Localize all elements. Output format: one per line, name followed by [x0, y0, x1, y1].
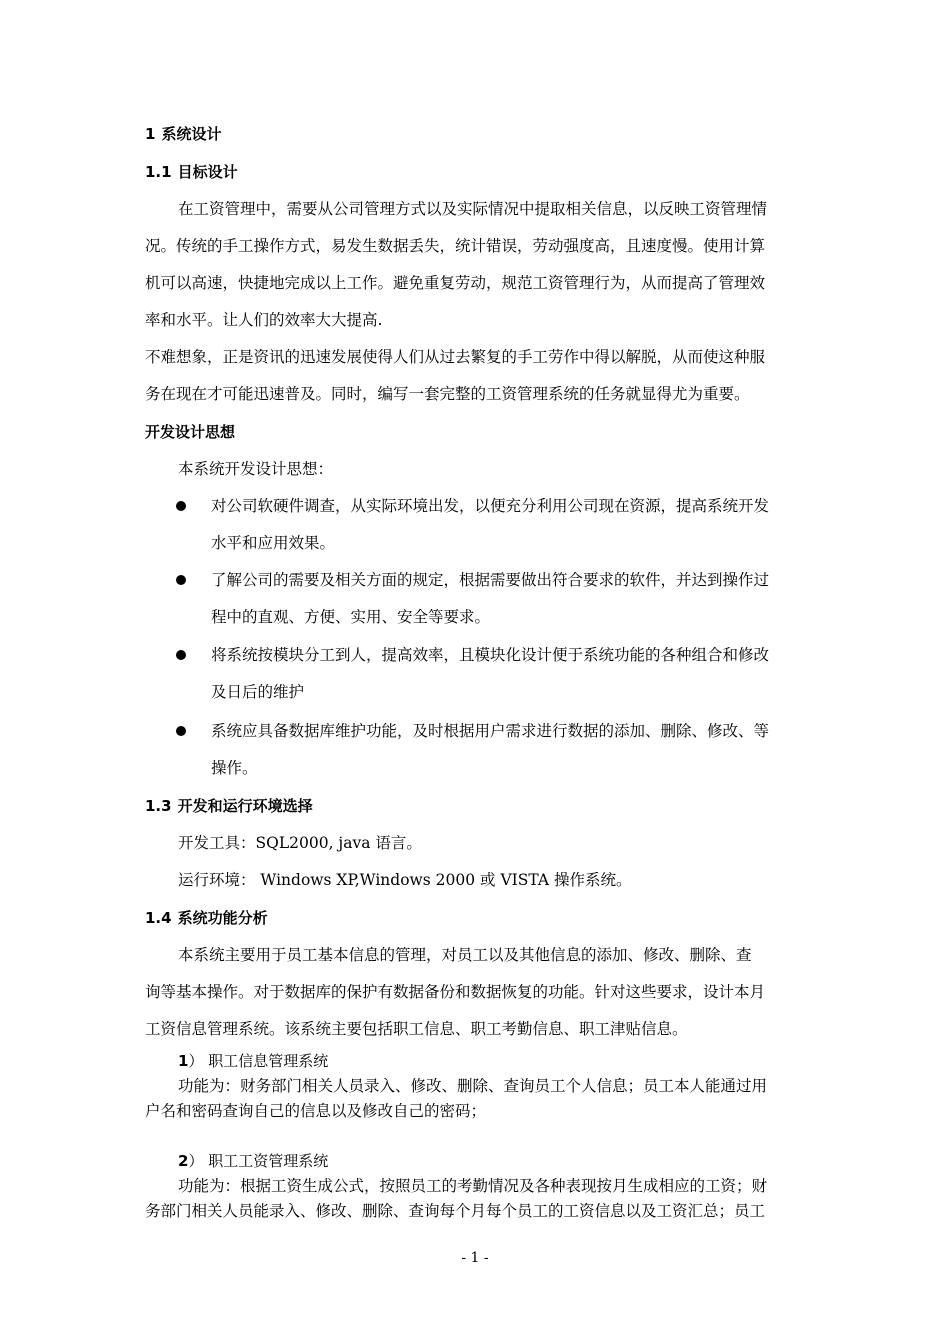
subsection-heading: 1） 职工信息管理系统	[178, 1052, 329, 1070]
bullet-line: 了解公司的需要及相关方面的规定，根据需要做出符合要求的软件，并达到操作过	[211, 571, 770, 589]
paragraph-line: 务在现在才可能迅速普及。同时，编写一套完整的工资管理系统的任务就显得尤为重要。	[145, 385, 750, 403]
paragraph-line: 本系统主要用于员工基本信息的管理，对员工以及其他信息的添加、修改、删除、查	[178, 946, 752, 964]
paragraph-line: 本系统开发设计思想：	[178, 460, 334, 478]
paragraph-line: 功能为：根据工资生成公式，按照员工的考勤情况及各种表现按月生成相应的工资；财	[178, 1177, 768, 1195]
paragraph-line: 功能为：财务部门相关人员录入、修改、删除、查询员工个人信息；员工本人能通过用	[178, 1077, 768, 1095]
paragraph-line: 户名和密码查询自己的信息以及修改自己的密码；	[145, 1102, 487, 1120]
page-number: - 1 -	[461, 1250, 489, 1266]
bullet-line: 操作。	[211, 759, 258, 777]
bullet-line: 系统应具备数据库维护功能，及时根据用户需求进行数据的添加、删除、修改、等	[211, 722, 770, 740]
bullet-icon	[176, 650, 186, 660]
heading-1-4: 1.4 系统功能分析	[145, 909, 268, 927]
bullet-icon	[176, 575, 186, 585]
bullet-line: 将系统按模块分工到人，提高效率，且模块化设计便于系统功能的各种组合和修改	[211, 646, 770, 664]
paragraph-line: 询等基本操作。对于数据库的保护有数据备份和数据恢复的功能。针对这些要求，设计本月	[145, 983, 766, 1001]
paragraph-line: 工资信息管理系统。该系统主要包括职工信息、职工考勤信息、职工津贴信息。	[145, 1020, 688, 1038]
paragraph-line: 在工资管理中，需要从公司管理方式以及实际情况中提取相关信息，以反映工资管理情	[178, 200, 768, 218]
paragraph-line: 运行环境： Windows XP,Windows 2000 或 VISTA 操作系统。	[178, 871, 632, 889]
bullet-icon	[176, 726, 186, 736]
paragraph-line: 开发工具：SQL2000, java 语言。	[178, 834, 422, 852]
paragraph-line: 况。传统的手工操作方式，易发生数据丢失，统计错误，劳动强度高，且速度慢。使用计算	[145, 237, 766, 255]
heading-1: 1 系统设计	[145, 125, 222, 143]
bullet-line: 水平和应用效果。	[211, 534, 336, 552]
heading-1-3: 1.3 开发和运行环境选择	[145, 797, 313, 815]
bullet-icon	[176, 501, 186, 511]
bullet-line: 及日后的维护	[211, 683, 305, 701]
heading-1-1: 1.1 目标设计	[145, 163, 238, 181]
bullet-line: 程中的直观、方便、实用、安全等要求。	[211, 608, 491, 626]
heading-dev-idea: 开发设计思想	[145, 423, 236, 441]
subsection-heading: 2） 职工工资管理系统	[178, 1152, 329, 1170]
paragraph-line: 务部门相关人员能录入、修改、删除、查询每个月每个员工的工资信息以及工资汇总；员工	[145, 1202, 766, 1220]
bullet-line: 对公司软硬件调查，从实际环境出发，以便充分利用公司现在资源，提高系统开发	[211, 497, 770, 515]
paragraph-line: 率和水平。让人们的效率大大提高.	[145, 311, 383, 329]
paragraph-line: 不难想象，正是资讯的迅速发展使得人们从过去繁复的手工劳作中得以解脱，从而使这种服	[145, 348, 766, 366]
paragraph-line: 机可以高速，快捷地完成以上工作。避免重复劳动，规范工资管理行为，从而提高了管理效	[145, 274, 766, 292]
